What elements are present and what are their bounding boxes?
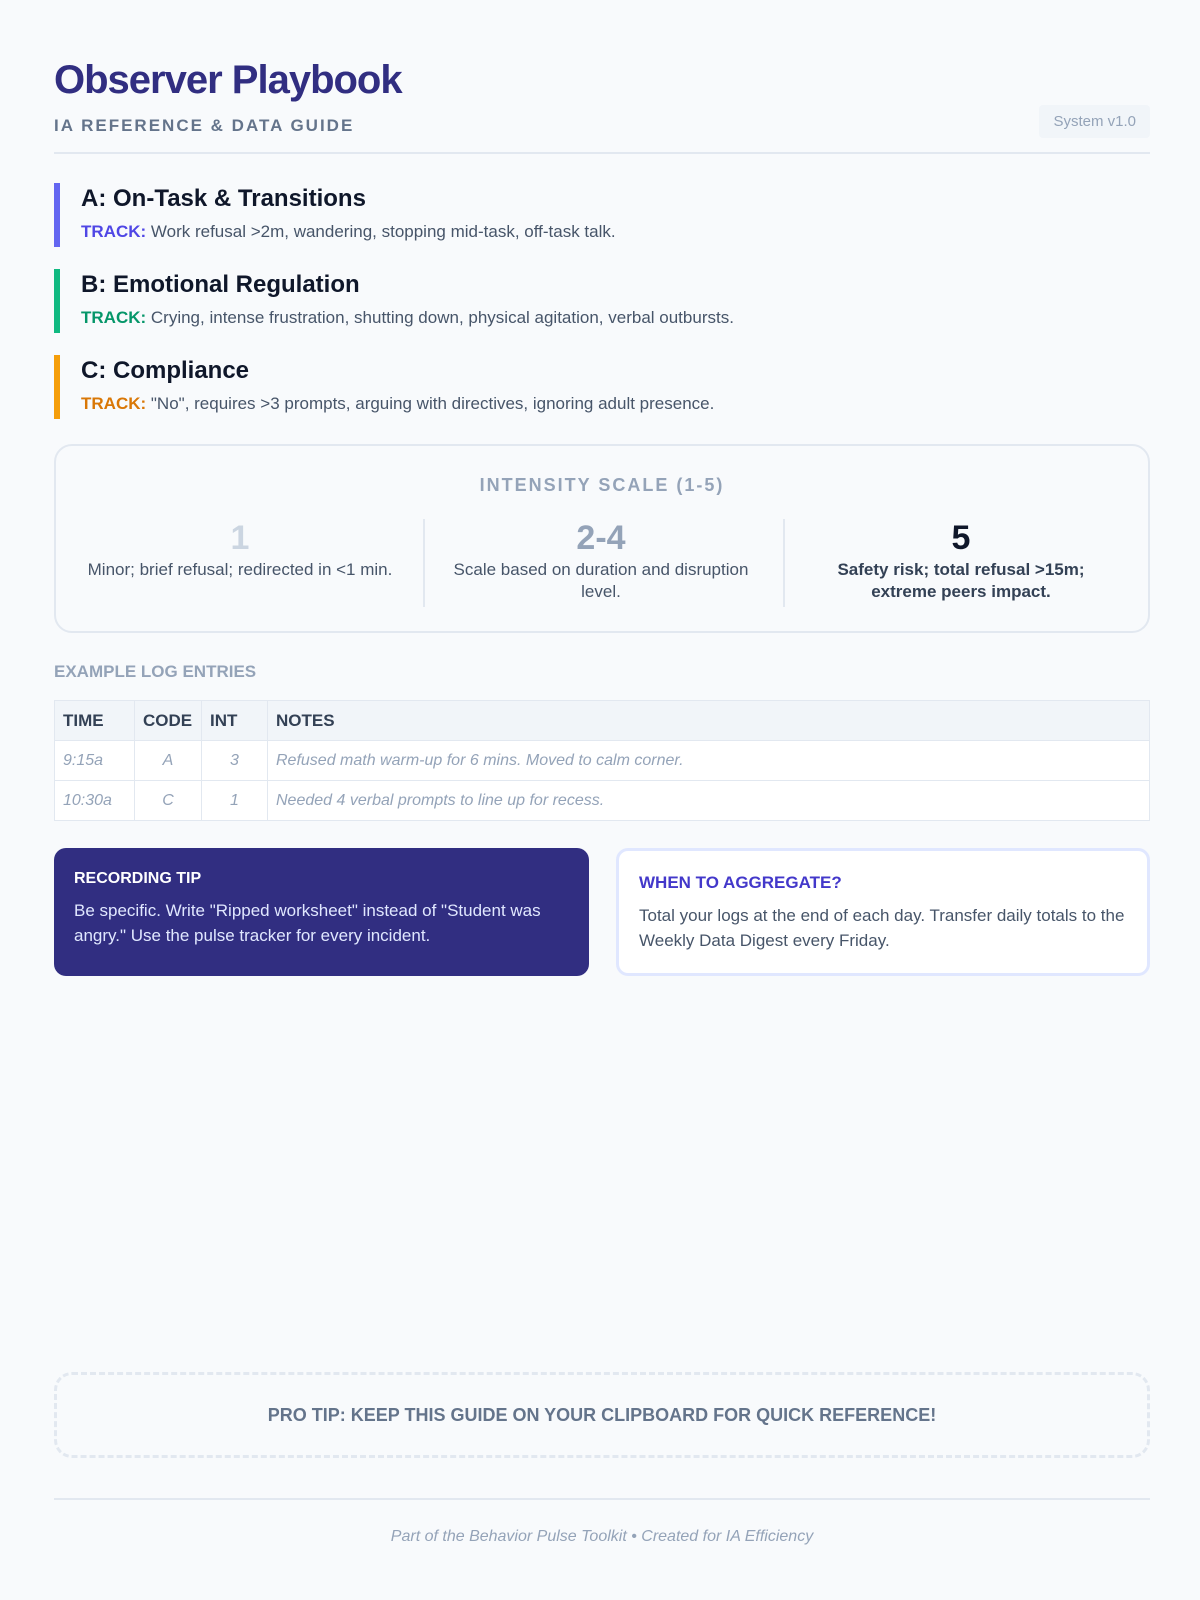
category-b [54,269,1150,333]
category-a-accent-bar [54,183,60,247]
category-a-title: A: On-Task & Transitions [81,185,366,212]
log-table [54,700,1150,821]
column-header-notes: NOTES [268,701,1150,741]
cell-time: 10:30a [55,781,135,821]
cell-code: C [135,781,202,821]
category-a-track [81,221,1150,243]
intensity-level-value: 1 [230,519,250,557]
category-b-accent-bar [54,269,60,333]
intensity-level-5 [781,517,1141,605]
track-label: TRACK: [81,222,147,241]
playbook-page [54,0,1150,1600]
track-text: Work refusal >2m, wandering, stopping mid-task, off-task talk. [150,222,616,241]
intensity-level-description: Safety risk; total refusal >15m; extreme peers impact. [837,560,1085,601]
cell-intensity: 1 [202,781,268,821]
column-header-code: CODE [135,701,202,741]
footer-divider [54,1498,1150,1500]
cell-intensity: 3 [202,741,268,781]
track-label: TRACK: [81,394,147,413]
cell-notes: Refused math warm-up for 6 mins. Moved to calm corner. [268,741,1150,781]
intensity-level-description: Scale based on duration and disruption level. [453,560,749,601]
footer-text: Part of the Behavior Pulse Toolkit • Created for IA Efficiency [390,1528,814,1545]
category-c [54,355,1150,419]
aggregate-body: Total your logs at the end of each day. Transfer daily totals to the Weekly Data Digest every Friday. [639,906,1125,950]
category-c-track [81,393,1150,415]
cell-time: 9:15a [55,741,135,781]
column-header-time: TIME [55,701,135,741]
recording-tip-heading: RECORDING TIP [74,870,202,887]
intensity-level-value: 5 [951,519,971,557]
column-header-int: INT [202,701,268,741]
page-title: Observer Playbook [54,58,402,102]
log-section-title: EXAMPLE LOG ENTRIES [54,662,257,681]
intensity-level-value: 2-4 [576,519,626,557]
page-header [54,56,1150,154]
page-subtitle: IA REFERENCE & DATA GUIDE [54,116,355,135]
category-b-track [81,307,1150,329]
table-header-row [55,701,1150,741]
track-text: Crying, intense frustration, shutting down, physical agitation, verbal outbursts. [150,308,734,327]
aggregate-card [616,848,1150,976]
aggregate-heading: WHEN TO AGGREGATE? [639,873,842,892]
track-text: "No", requires >3 prompts, arguing with directives, ignoring adult presence. [150,394,715,413]
intensity-scale-title: INTENSITY SCALE (1-5) [479,475,725,495]
table-row [55,781,1150,821]
cell-notes: Needed 4 verbal prompts to line up for recess. [268,781,1150,821]
cell-code: A [135,741,202,781]
category-c-title: C: Compliance [81,357,250,384]
version-badge: System v1.0 [1039,105,1150,138]
pro-tip-banner: PRO TIP: KEEP THIS GUIDE ON YOUR CLIPBOARD FOR QUICK REFERENCE! [54,1372,1150,1458]
category-b-title: B: Emotional Regulation [81,271,360,298]
category-c-accent-bar [54,355,60,419]
track-label: TRACK: [81,308,147,327]
recording-tip-card [54,848,589,976]
table-row [55,741,1150,781]
intensity-scale-card [54,444,1150,633]
category-a [54,183,1150,247]
recording-tip-body: Be specific. Write "Ripped worksheet" instead of "Student was angry." Use the pulse tracker for every incident. [74,901,541,945]
intensity-level-description: Minor; brief refusal; redirected in <1 min. [87,560,393,579]
intensity-level-1 [60,517,420,605]
intensity-level-2-4 [421,517,781,605]
